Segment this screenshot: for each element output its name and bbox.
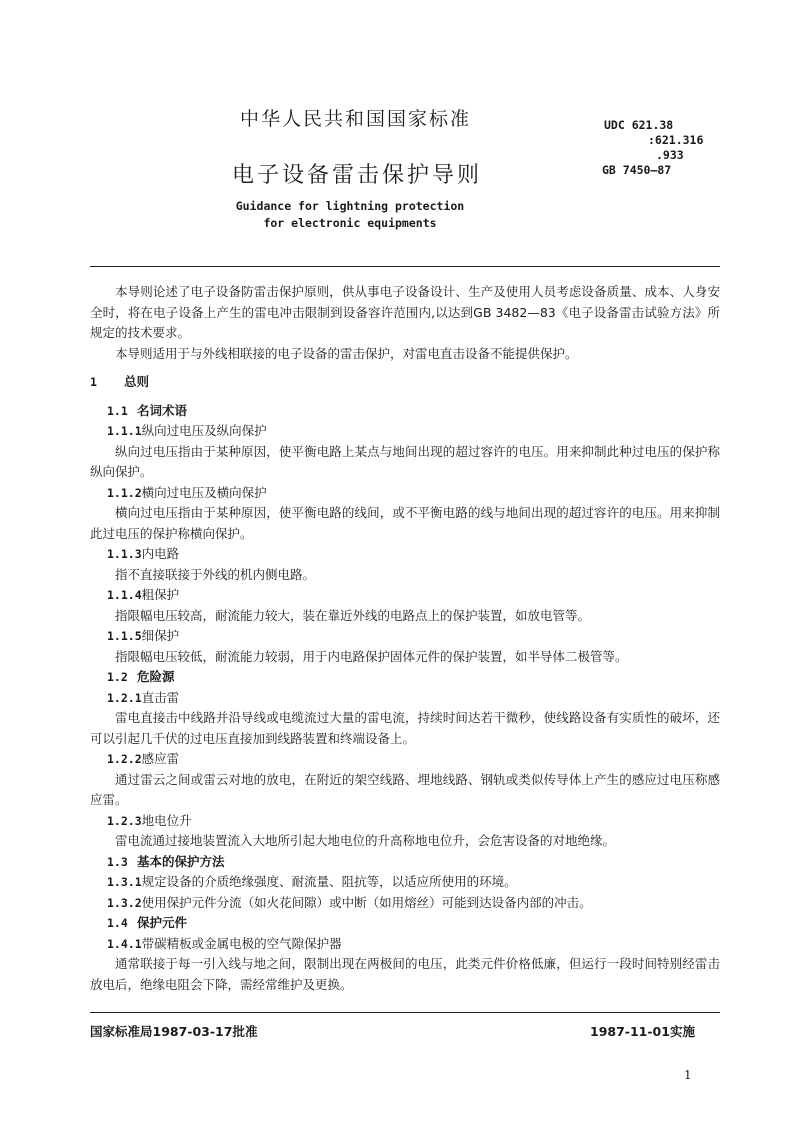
english-title-line1: Guidance for lightning protection: [235, 199, 465, 213]
standard-number: GB 7450—87: [602, 163, 672, 177]
section-text: 使用保护元件分流（如火花间隙）或中断（如用熔丝）可能到达设备内部的冲击。: [141, 894, 592, 910]
section-title: 保护元件: [137, 915, 188, 930]
udc-code: UDC 621.38: [604, 118, 674, 132]
section-1-4-heading: [90, 913, 720, 934]
section-number: 1.1: [107, 403, 128, 418]
section-number: 1.4: [107, 916, 128, 930]
section-number: 1.1.4: [107, 588, 142, 602]
section-number: 1.2.1: [107, 690, 142, 705]
section-1-heading: [90, 372, 720, 393]
section-title: 感应雷: [141, 751, 180, 766]
section-title: 粗保护: [141, 587, 180, 602]
intro-paragraph-1: 本导则论述了电子设备防雷击保护原则，供从事电子设备设计、生产及使用人员考虑设备质量、成本、人身安全时，将在电子设备上产生的雷电冲击限制到设备容许范围内,以达到GB 3482—83《电子设备雷击试验方法》所规定的技术要求。: [90, 284, 720, 340]
document-title: 电子设备雷击保护导则: [232, 163, 483, 188]
section-1-1-4-text: 指限幅电压较高，耐流能力较大，装在靠近外线的电路点上的保护装置，如放电管等。: [115, 607, 591, 623]
section-number: 1.3.2: [107, 895, 142, 910]
section-1-1-5-heading: [90, 626, 720, 647]
udc-block: [604, 118, 703, 178]
section-1-1-heading: [90, 401, 720, 422]
udc-code-3: .933: [656, 148, 684, 162]
section-number: 1.1.2: [107, 485, 142, 500]
approval-date: 国家标准局1987-03-17批准: [90, 1024, 258, 1039]
section-number: 1.3: [107, 854, 128, 869]
section-number: 1.1.3: [107, 547, 142, 561]
section-title: 带碳精板或金属电极的空气隙保护器: [141, 935, 342, 951]
section-1-2-3-text: 雷电流通过接地装置流入大地所引起大地电位的升高称地电位升，会危害设备的对地绝缘。: [115, 833, 616, 848]
section-text: 规定设备的介质绝缘强度、耐流量、阻抗等，以适应所使用的环境。: [141, 874, 517, 889]
intro-paragraph-2: 本导则适用于与外线相联接的电子设备的雷击保护，对雷电直击设备不能提供保护。: [115, 345, 578, 361]
section-1-2-2-heading: [90, 749, 720, 770]
section-title: 细保护: [141, 628, 180, 643]
section-number: 1.2.2: [107, 752, 142, 766]
section-1-1-3-heading: [90, 544, 720, 565]
section-1-1-1-text: 纵向过电压指由于某种原因，使平衡电路上某点与地间出现的超过容许的电压。用来抑制此种过电压的保护称纵向保护。: [90, 443, 720, 479]
section-1-3-2: [90, 893, 720, 914]
document-body: [90, 282, 720, 995]
section-title: 总则: [124, 374, 150, 389]
section-number: 1.4.1: [107, 936, 142, 951]
section-1-4-1-heading: [90, 934, 720, 955]
standard-title: 中华人民共和国国家标准: [240, 108, 472, 130]
section-title: 直击雷: [141, 689, 180, 705]
page-number: 1: [684, 1068, 692, 1082]
section-number: 1.1.5: [107, 629, 142, 643]
section-number: 1.1.1: [107, 424, 142, 438]
section-title: 名词术语: [137, 402, 188, 418]
english-title: [200, 198, 500, 232]
section-1-1-2-text: 横向过电压指由于某种原因，使平衡电路的线间，或不平衡电路的线与地间出现的超过容许的电压。用来抑制此过电压的保护称横向保护。: [90, 505, 720, 541]
section-1-1-5-text: 指限幅电压较低，耐流能力较弱，用于内电路保护固体元件的保护装置，如半导体二极管等。: [115, 648, 628, 664]
section-1-2-1-text: 雷电直接击中线路并沿导线或电缆流过大量的雷电流，持续时间达若干微秒，使线路设备有实质性的破坏，还可以引起几千伏的过电压直接加到线路装置和终端设备上。: [90, 710, 720, 746]
section-1-3-heading: [90, 852, 720, 873]
section-1-2-1-heading: [90, 688, 720, 709]
section-1-2-3-heading: [90, 811, 720, 832]
english-title-line2: for electronic equipments: [263, 216, 437, 230]
section-title: 地电位升: [141, 812, 192, 828]
footer-divider: [90, 1012, 720, 1013]
udc-code-2: :621.316: [648, 133, 704, 147]
section-1-2-2-text: 通过雷云之间或雷云对地的放电，在附近的架空线路、埋地线路、钢轨或类似传导体上产生的感应过电压称感应雷。: [90, 771, 720, 807]
section-title: 横向过电压及横向保护: [141, 484, 267, 500]
section-number: 1.2.3: [107, 813, 142, 828]
section-number: 1: [90, 375, 97, 389]
section-1-1-3-text: 指不直接联接于外线的机内侧电路。: [115, 566, 316, 582]
section-1-4-1-text: 通常联接于每一引入线与地之间，限制出现在两极间的电压，此类元件价格低廉，但运行一段时间特别经雷击放电后，绝缘电阻会下降，需经常维护及更换。: [90, 956, 720, 992]
section-1-2-heading: [90, 667, 720, 688]
section-title: 基本的保护方法: [137, 853, 225, 869]
section-1-1-2-heading: [90, 483, 720, 504]
section-number: 1.2: [107, 670, 128, 684]
header-divider: [90, 266, 720, 267]
section-1-1-1-heading: [90, 421, 720, 442]
section-title: 危险源: [137, 669, 175, 684]
section-title: 内电路: [141, 546, 180, 561]
section-number: 1.3.1: [107, 875, 142, 889]
section-1-3-1: [90, 872, 720, 893]
section-1-1-4-heading: [90, 585, 720, 606]
section-title: 纵向过电压及纵向保护: [141, 423, 267, 438]
effective-date: 1987-11-01实施: [590, 1024, 695, 1039]
